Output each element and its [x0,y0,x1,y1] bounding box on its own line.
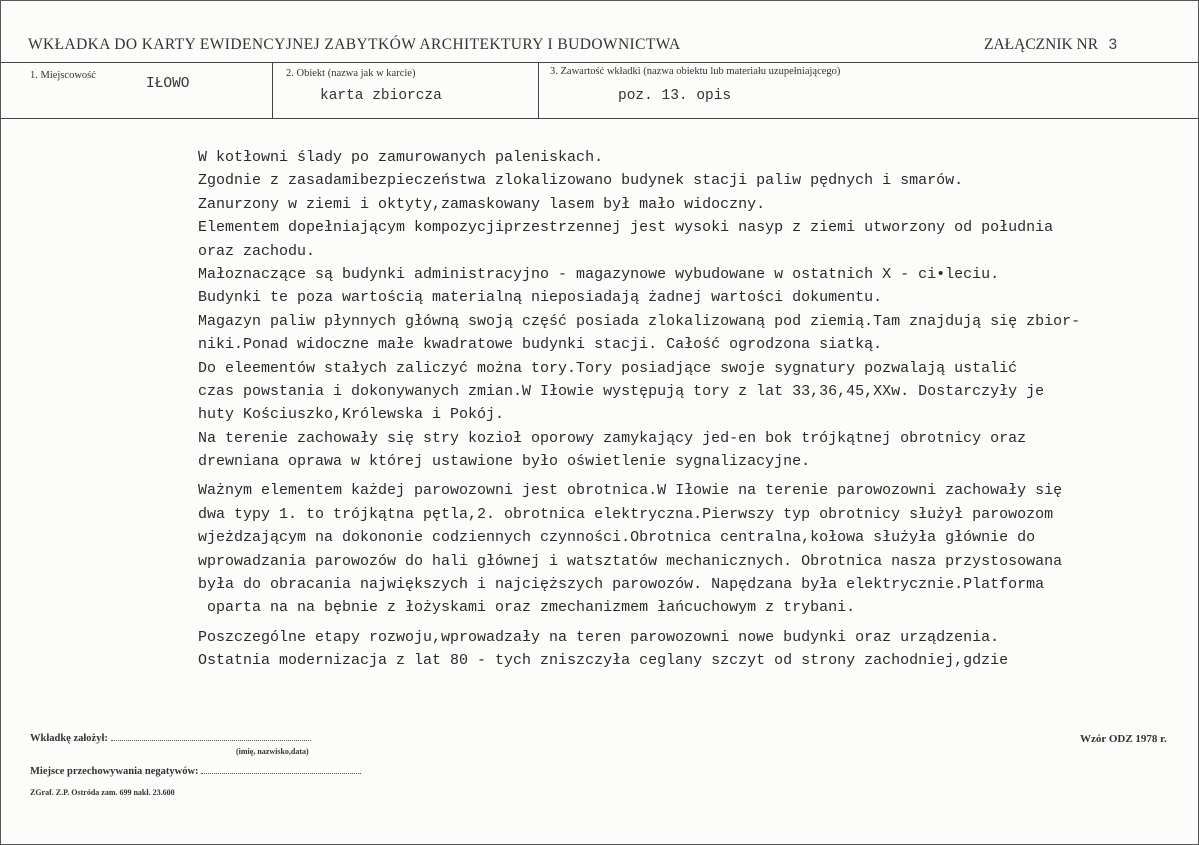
text-line: W kotłowni ślady po zamurowanych paleniskach. [198,149,604,166]
text-line: czas powstania i dokonywanych zmian.W Iłowie występują tory z lat 33,36,45,XXw. Dostarczyły je [198,382,1045,400]
object-value: karta zbiorcza [320,88,442,104]
text-line: Zanurzony w ziemi i oktyty,zamaskowany lasem był mało widoczny. [198,195,766,213]
field-divider-2 [538,62,539,118]
locality-value: IŁOWO [146,76,190,92]
text-line: Elementem dopełniającym kompozycjiprzestrzennej jest wysoki nasyp z ziemi utworzony od południa [198,219,1054,237]
text-line: Ważnym elementem każdej parowozowni jest obrotnica.W Iłowie na terenie parowozowni zachowały się [198,482,1063,500]
negatives-row [30,766,361,777]
field-divider-1 [272,62,273,118]
text-line: dwa typy 1. to trójkątna pętla,2. obrotnica elektryczna.Pierwszy typ obrotnicy służył parowozom [198,505,1054,523]
text-line: wjeżdzającym na dokononie codziennych czynności.Obrotnica centralna,kołowa służyła głównie do [198,529,1036,547]
text-line: Na terenie zachowały się stry kozioł oporowy zamykający jed-en bok trójkątnej obrotnicy oraz [198,429,1027,447]
text-line: wprowadzania parowozów do hali głównej i watsztatów mechanicznych. Obrotnica nasza przystosowana [198,552,1063,570]
form-title: WKŁADKA DO KARTY EWIDENCYJNEJ ZABYTKÓW ARCHITEKTURY I BUDOWNICTWA [28,36,681,53]
form-code: Wzór ODZ 1978 r. [1080,733,1167,745]
print-info: ZGraf. Z.P. Ostróda zam. 699 nakł. 23.600 [30,788,175,797]
annex-number: 3 [1108,36,1118,54]
text-line: Zgodnie z zasadamibezpieczeństwa zlokalizowano budynek stacji paliw pędnych i smarów. [198,172,964,190]
object-label: 2. Obiekt (nazwa jak w karcie) [286,68,416,79]
annex-marker [984,36,1117,54]
header-rule-top [0,62,1199,63]
text-line: Magazyn paliw płynnych główną swoją część posiada zlokalizowaną pod ziemią.Tam znajdują się zbior- [198,312,1081,330]
text-line: niki.Ponad widoczne małe kwadratowe budynki stacji. Całość ogrodzona siatką. [198,336,883,354]
established-hint: (imię, nazwisko,data) [236,747,309,756]
text-line: Poszczególne etapy rozwoju,wprowadzały na teren parowozowni nowe budynki oraz urządzenia. [198,628,1000,646]
text-line: Do eleementów stałych zaliczyć można tory.Tory posiadjące swoje sygnatury pozwalają ustalić [198,359,1018,377]
text-line: była do obracania największych i najcięższych parowozów. Napędzana była elektrycznie.Platforma [198,576,1045,594]
established-dotted-line [111,740,311,741]
text-line: oparta na na bębnie z łożyskami oraz zmechanizmem łańcuchowym z trybani. [198,599,856,617]
text-line: Małoznaczące są budynki administracyjno - magazynowe wybudowane w ostatnich X - ci•leciu. [198,265,1000,283]
negatives-dotted-line [201,773,361,774]
text-line: huty Kościuszko,Królewska i Pokój. [198,406,505,424]
header-rule-bottom [0,118,1199,119]
locality-label: 1. Miejscowość [30,70,96,81]
content-label: 3. Zawartość wkładki (nazwa obiektu lub materiału uzupełniającego) [550,66,841,77]
content-value: poz. 13. opis [618,88,732,104]
negatives-label: Miejsce przechowywania negatywów: [30,766,199,777]
annex-label: ZAŁĄCZNIK NR [984,36,1099,53]
established-row [30,733,311,744]
text-line: Budynki te poza wartością materialną nieposiadają żadnej wartości dokumentu. [198,289,883,307]
text-line: drewniana oprawa w której ustawione było oświetlenie sygnalizacyjne. [198,453,811,471]
established-label: Wkładkę założył: [30,733,108,744]
text-line: oraz zachodu. [198,242,316,260]
text-line: Ostatnia modernizacja z lat 80 - tych zniszczyła ceglany szczyt od strony zachodniej,gdzie [198,652,1009,670]
typed-description [198,146,1196,673]
